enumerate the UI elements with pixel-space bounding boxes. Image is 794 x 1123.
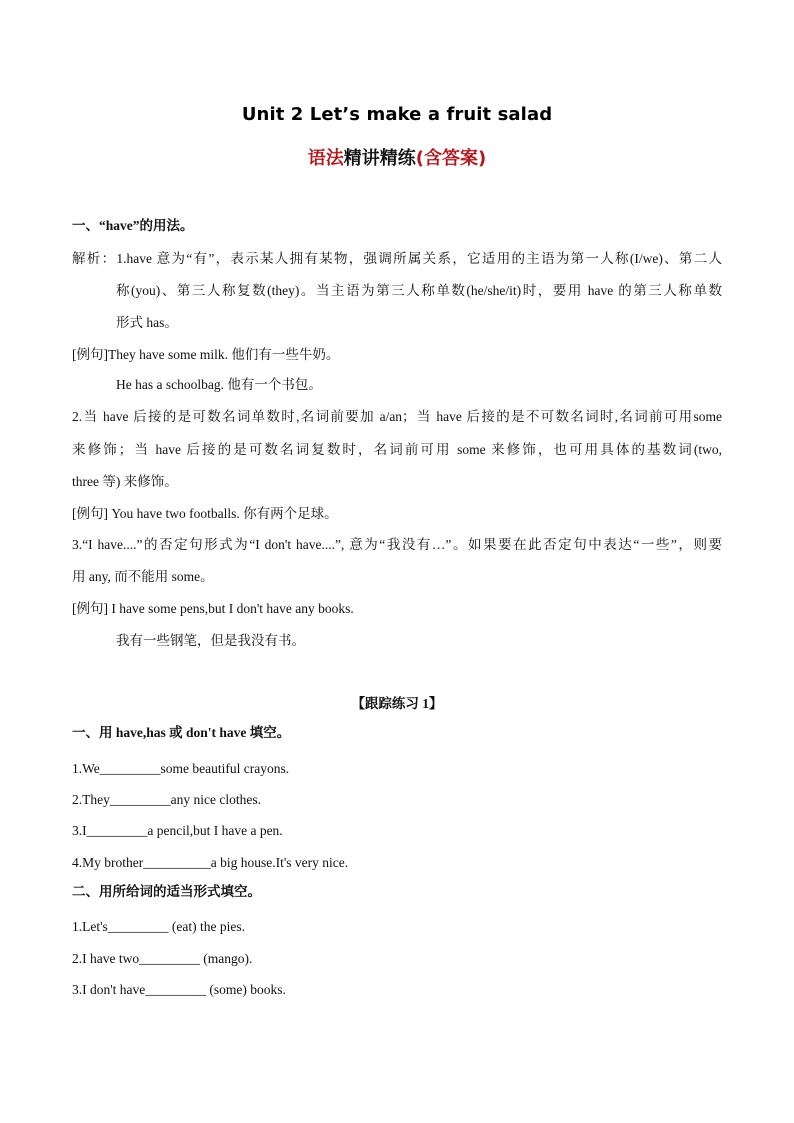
subtitle-part-grammar: 语法 <box>307 148 344 169</box>
paragraph2-line1: 2.当 have 后接的是可数名词单数时,名词前要加 a/an；当 have 后接的是不可数名词时,名词前可用some <box>72 409 722 424</box>
example2: [例句] You have two footballs. 你有两个足球。 <box>72 506 338 521</box>
example3-line1: [例句] I have some pens,but I don't have any books. <box>72 601 354 616</box>
example1-line2: He has a schoolbag. 他有一个书包。 <box>116 377 322 392</box>
subtitle-part-answers: (含答案) <box>415 148 487 169</box>
paragraph1-line3: 形式 has。 <box>116 315 178 330</box>
example3-line2: 我有一些钢笔，但是我没有书。 <box>116 633 305 648</box>
subtitle-part-practice: 精讲精练 <box>343 148 416 169</box>
practice-part2-item-3: 3.I don't have_________ (some) books. <box>72 982 286 997</box>
practice-part2-item-2: 2.I have two_________ (mango). <box>72 951 253 966</box>
paragraph1-line1: 解析：1.have 意为“有”，表示某人拥有某物，强调所属关系，它适用的主语为第一人称(I/we)、第二人 <box>72 251 722 266</box>
section1-heading: 一、“have”的用法。 <box>72 218 194 233</box>
paragraph3-line1: 3.“I have....”的否定句形式为“I don't have....”, 意为“我没有…”。如果要在此否定句中表达“一些”，则要 <box>72 537 722 552</box>
practice-part1-item-3: 3.I_________a pencil,but I have a pen. <box>72 823 283 838</box>
paragraph1-line2: 称(you)、第三人称复数(they)。当主语为第三人称单数(he/she/it)时，要用 have 的第三人称单数 <box>116 283 722 298</box>
paragraph3-line2: 用 any, 而不能用 some。 <box>72 569 214 584</box>
practice-part2-heading: 二、用所给词的适当形式填空。 <box>72 884 261 899</box>
paragraph2-line3: three 等) 来修饰。 <box>72 474 178 489</box>
practice-part1-heading: 一、用 have,has 或 don't have 填空。 <box>72 725 291 740</box>
practice-part1-item-2: 2.They_________any nice clothes. <box>72 792 261 807</box>
practice-part1-item-4: 4.My brother__________a big house.It's very nice. <box>72 855 349 870</box>
document-title: Unit 2 Let’s make a fruit salad <box>241 104 553 125</box>
document-subtitle <box>0 144 794 170</box>
paragraph2-line2: 来修饰；当 have 后接的是可数名词复数时，名词前可用 some 来修饰，也可用具体的基数词(two, <box>72 442 722 457</box>
practice-heading: 【跟踪练习 1】 <box>351 696 443 711</box>
example1-line1: [例句]They have some milk. 他们有一些牛奶。 <box>72 347 340 362</box>
practice-part1-item-1: 1.We_________some beautiful crayons. <box>72 761 290 776</box>
practice-part2-item-1: 1.Let's_________ (eat) the pies. <box>72 919 246 934</box>
